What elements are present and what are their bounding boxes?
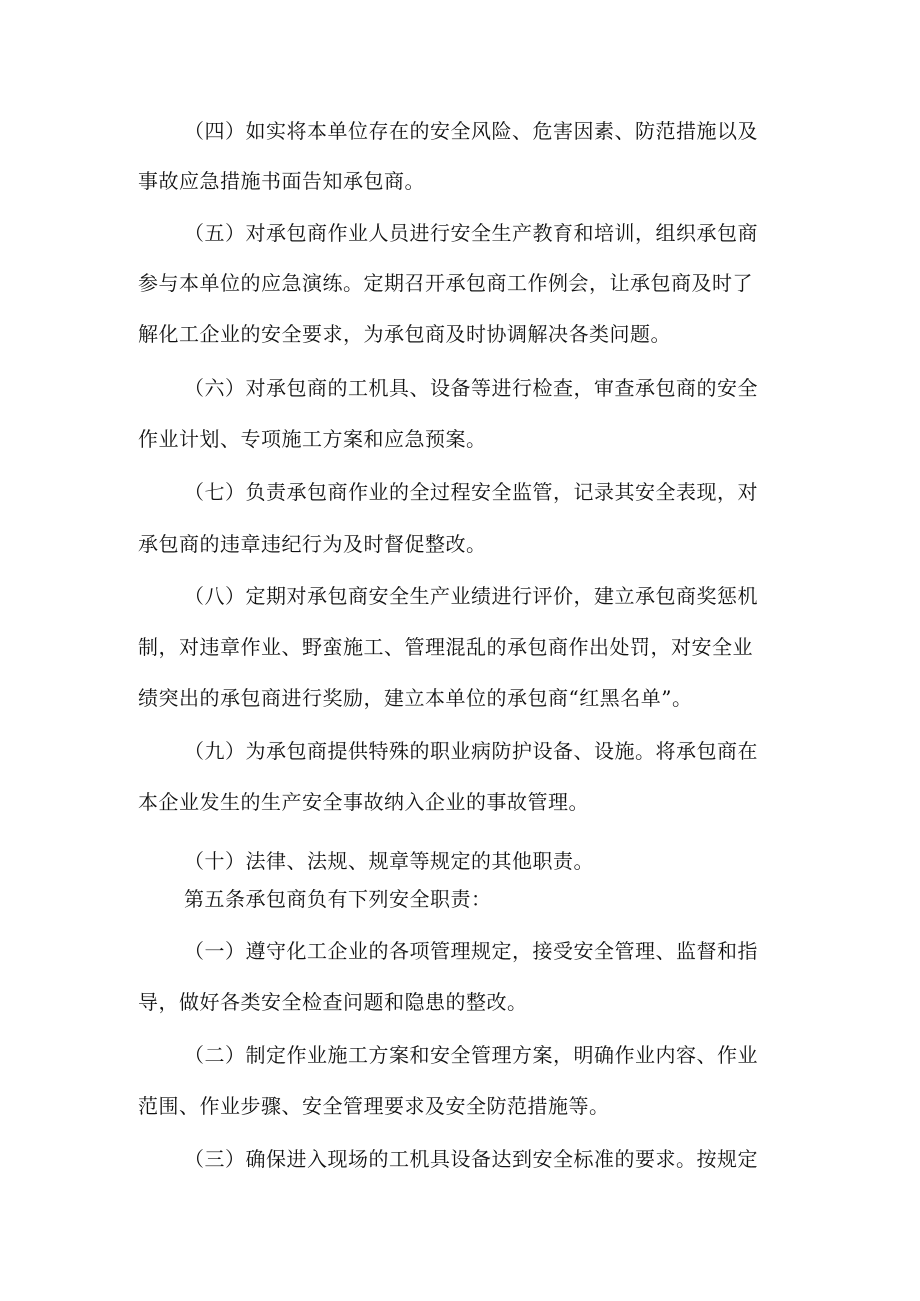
paragraph-10-line-1: （十）法律、法规、规章等规定的其他职责。 [184,849,594,873]
paragraph-9-line-1: （九）为承包商提供特殊的职业病防护设备、设施。将承包商在 [184,739,758,763]
paragraph-9-line-2: 本企业发生的生产安全事故纳入企业的事故管理。 [138,790,589,814]
duty-1-line-2: 导，做好各类安全检查问题和隐患的整改。 [138,990,528,1014]
article-5-heading: 第五条承包商负有下列安全职责： [184,887,492,911]
paragraph-4-line-1: （四）如实将本单位存在的安全风险、危害因素、防范措施以及 [184,119,758,143]
paragraph-6-line-1: （六）对承包商的工机具、设备等进行检查，审查承包商的安全 [184,376,758,400]
duty-3-line-1: （三）确保进入现场的工机具设备达到安全标准的要求。按规定 [184,1147,758,1171]
paragraph-6-line-2: 作业计划、专项施工方案和应急预案。 [138,427,487,451]
duty-2-line-1: （二）制定作业施工方案和安全管理方案，明确作业内容、作业 [184,1043,758,1067]
duty-2-line-2: 范围、作业步骤、安全管理要求及安全防范措施等。 [138,1094,610,1118]
paragraph-7-line-1: （七）负责承包商作业的全过程安全监管，记录其安全表现，对 [184,480,758,504]
paragraph-5-line-2: 参与本单位的应急演练。定期召开承包商工作例会，让承包商及时了 [138,271,753,295]
paragraph-7-line-2: 承包商的违章违纪行为及时督促整改。 [138,532,487,556]
paragraph-8-line-1: （八）定期对承包商安全生产业绩进行评价，建立承包商奖惩机 [184,584,758,608]
duty-1-line-1: （一）遵守化工企业的各项管理规定，接受安全管理、监督和指 [184,939,758,963]
paragraph-8-line-3: 绩突出的承包商进行奖励，建立本单位的承包商“红黑名单”。 [138,686,693,710]
paragraph-5-line-1: （五）对承包商作业人员进行安全生产教育和培训，组织承包商 [184,221,758,245]
paragraph-5-line-3: 解化工企业的安全要求，为承包商及时协调解决各类问题。 [138,322,671,346]
paragraph-8-line-2: 制，对违章作业、野蛮施工、管理混乱的承包商作出处罚，对安全业 [138,635,753,659]
paragraph-4-line-2: 事故应急措施书面告知承包商。 [138,169,425,193]
